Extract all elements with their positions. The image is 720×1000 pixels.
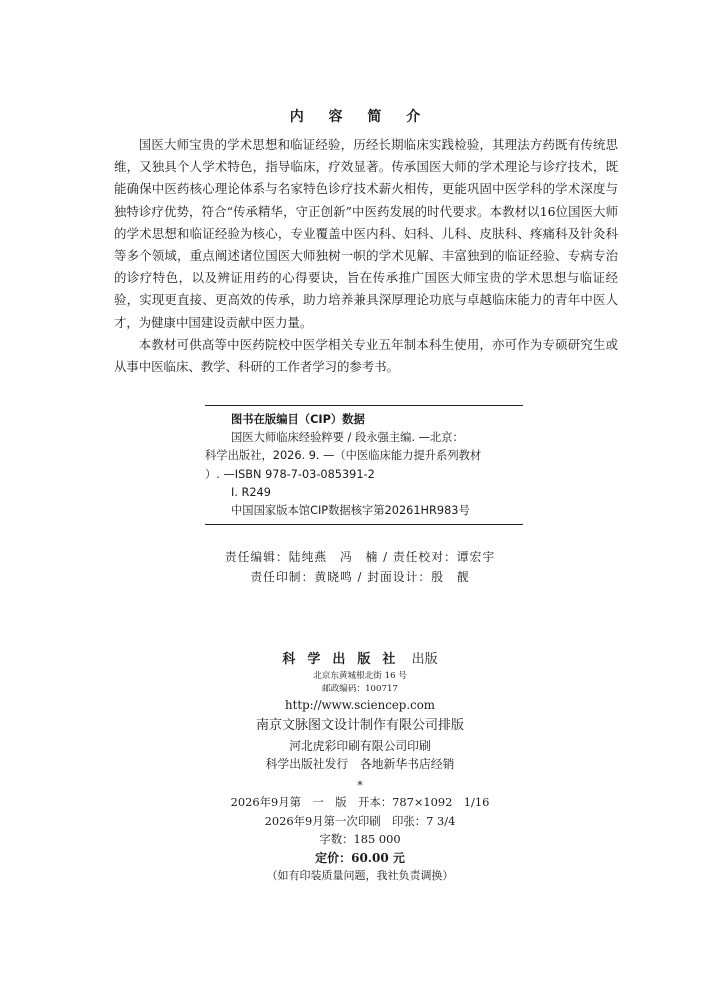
intro-title: 内 容 简 介 <box>289 109 431 125</box>
edition-line: 2026年9月第 一 版 开本：787×1092 1/16 <box>230 795 490 809</box>
intro-paragraph-2: 本教材可供高等中医药院校中医学相关专业五年制本科生使用，亦可作为专硕研究生或从事中医临床、教学、科研的工作者学习的参考书。 <box>114 336 618 375</box>
editors-line: 责任印制：黄晓鸣 / 封面设计：殷 靓 <box>250 570 470 584</box>
publisher-suffix: 出版 <box>411 652 438 667</box>
distribution-line: 科学出版社发行 各地新华书店经销 <box>265 757 455 771</box>
publisher-address: 北京东黄城根北街 16 号 <box>313 671 407 681</box>
printer-line: 河北虎彩印刷有限公司印刷 <box>289 738 431 753</box>
publisher-line <box>0 650 720 670</box>
editors-block <box>0 547 720 587</box>
quality-note: （如有印装质量问题，我社负责调换） <box>266 869 454 883</box>
cip-line: 国医大师临床经验粹要 / 段永强主编. —北京： <box>231 431 464 445</box>
typeset-line: 南京文脉图文设计制作有限公司排版 <box>255 717 464 733</box>
publisher-block <box>0 650 720 796</box>
printing-line: 2026年9月第一次印刷 印张：7 3/4 <box>264 813 456 828</box>
cip-line: Ⅰ. R249 <box>231 485 271 499</box>
cip-heading: 图书在版编目（CIP）数据 <box>231 413 365 426</box>
intro-body <box>114 134 618 378</box>
cip-block <box>205 405 523 525</box>
price-line: 定价：60.00 元 <box>315 850 405 865</box>
publisher-logo: 科学出版社 <box>282 652 408 667</box>
separator-star: * <box>357 778 363 792</box>
wordcount-line: 字数：185 000 <box>319 832 401 847</box>
editors-line: 责任编辑：陆纯燕 冯 楠 / 责任校对：谭宏宇 <box>224 550 496 564</box>
publisher-postcode: 邮政编码：100717 <box>322 684 398 694</box>
intro-paragraph-1: 国医大师宝贵的学术思想和临证经验，历经长期临床实践检验，其理法方药既有传统思维，又独具个人学术特色，指导临床，疗效显著。传承国医大师的学术理论与诊疗技术，既能确保中医药核心理论体系与名家特色诊疗技术薪火相传，更能巩固中医学科的学术深度与独特诊疗优势，符合“传承精华，守正创新”中医药发展的时代要求。本教材以16位国医大师的学术思想和临证经验为核心，专业覆盖中医内科、妇科、儿科、皮肤科、疼痛科及针灸科等多个领域，重点阐述诸位国医大师独树一帜的学术见解、丰富独到的临证经验、专病专治的诊疗特色，以及辨证用药的心得要诀，旨在传承推广国医大师宝贵的学术思想与临证经验，实现更直接、更高效的传承，助力培养兼具深厚理论功底与卓越临床能力的青年中医人才，为健康中国建设贡献中医力量。 <box>114 137 618 330</box>
cip-line: 中国国家版本馆CIP数据核字第20261HR983号 <box>231 504 470 518</box>
cip-line: 科学出版社，2026. 9. —（中医临床能力提升系列教材 <box>205 449 482 463</box>
publisher-url: http://www.sciencep.com <box>285 698 435 712</box>
cip-line: ）. —ISBN 978-7-03-085391-2 <box>205 467 375 481</box>
spec-block <box>0 793 720 886</box>
